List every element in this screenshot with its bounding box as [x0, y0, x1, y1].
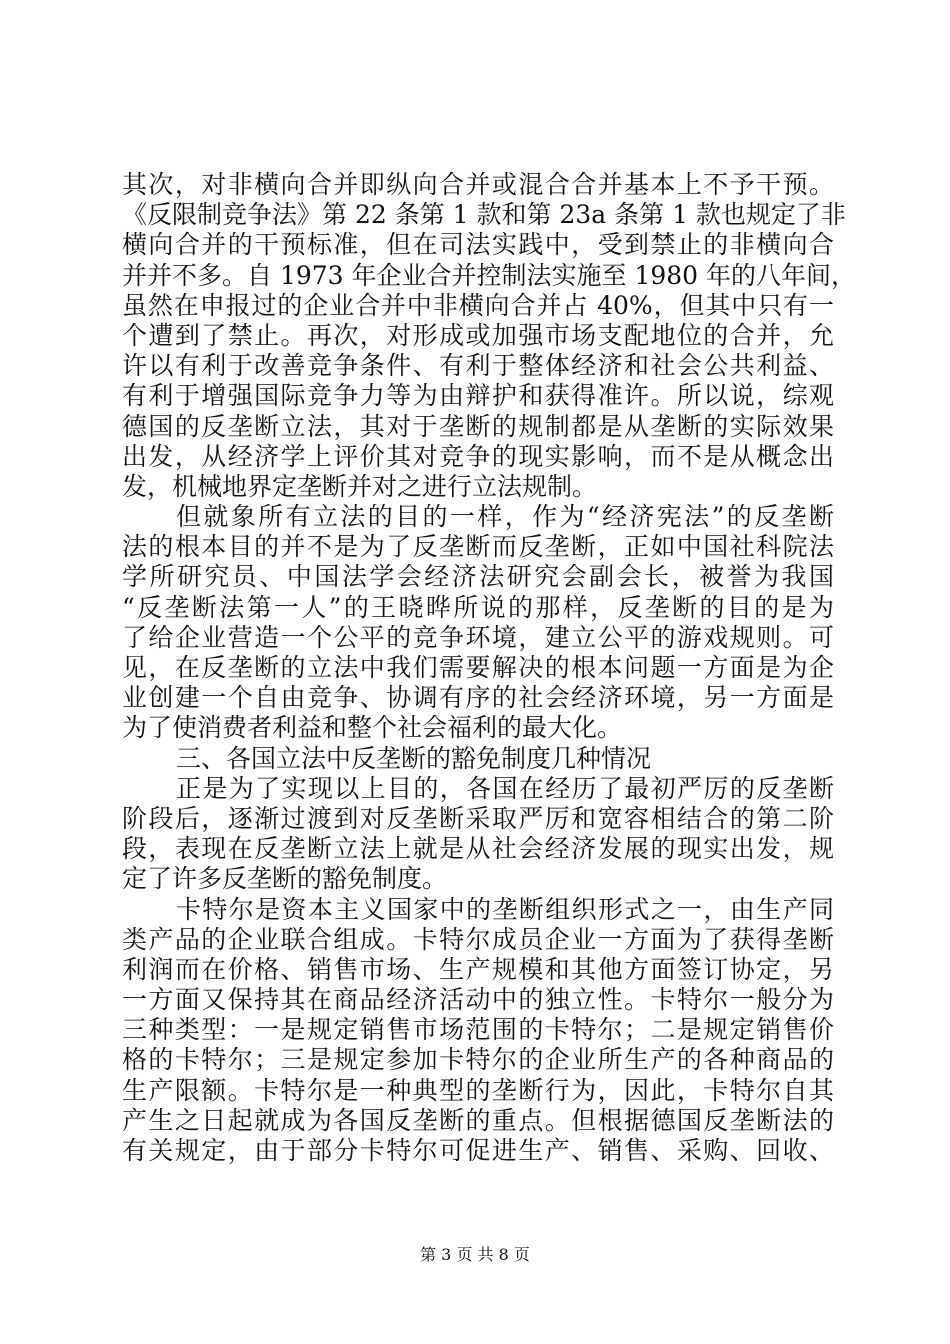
paragraph — [122, 774, 834, 895]
text-line: 许以有利于改善竞争条件、有利于整体经济和社会公共利益、 — [122, 351, 834, 381]
page-footer — [0, 1242, 950, 1265]
paragraph — [122, 502, 834, 744]
text-line: 一方面又保持其在商品经济活动中的独立性。卡特尔一般分为 — [122, 985, 834, 1015]
text-line: 三种类型：一是规定销售市场范围的卡特尔；二是规定销售价 — [122, 1015, 834, 1045]
paragraph — [122, 895, 834, 1167]
text-line: 有利于增强国际竞争力等为由辩护和获得准许。所以说，综观 — [122, 381, 834, 411]
text-line: 发，机械地界定垄断并对之进行立法规制。 — [122, 471, 598, 501]
text-line: 为了使消费者利益和整个社会福利的最大化。 — [122, 713, 623, 743]
text-line: 了给企业营造一个公平的竞争环境，建立公平的游戏规则。可 — [122, 622, 834, 652]
text-line: 见，在反垄断的立法中我们需要解决的根本问题一方面是为企 — [122, 653, 834, 682]
text-line: 类产品的企业联合组成。卡特尔成员企业一方面为了获得垄断 — [122, 924, 834, 954]
text-line: 段，表现在反垄断立法上就是从社会经济发展的现实出发，规 — [122, 834, 834, 864]
text-line: 格的卡特尔；三是规定参加卡特尔的企业所生产的各种商品的 — [122, 1045, 834, 1075]
text-line: 定了许多反垄断的豁免制度。 — [122, 864, 448, 894]
section-heading — [122, 744, 834, 774]
text-line: 卡特尔是资本主义国家中的垄断组织形式之一，由生产同 — [176, 894, 834, 924]
text-line: 产生之日起就成为各国反垄断的重点。但根据德国反垄断法的 — [122, 1105, 834, 1135]
text-line: 其次，对非横向合并即纵向合并或混合合并基本上不予干预。 — [122, 170, 834, 199]
text-line: 横向合并的干预标准，但在司法实践中，受到禁止的非横向合 — [122, 230, 834, 260]
text-line: 有关规定，由于部分卡特尔可促进生产、销售、采购、回收、 — [122, 1136, 834, 1165]
paragraph — [122, 170, 857, 502]
text-line: 业创建一个自由竞争、协调有序的社会经济环境，另一方面是 — [122, 683, 834, 713]
text-line: 生产限额。卡特尔是一种典型的垄断行为，因此，卡特尔自其 — [122, 1075, 834, 1105]
text-line: 正是为了实现以上目的，各国在经历了最初严厉的反垄断 — [176, 773, 834, 803]
text-line: 阶段后，逐渐过渡到对反垄断采取严厉和宽容相结合的第二阶 — [122, 803, 834, 833]
text-line: “反垄断法第一人”的王晓晔所说的那样，反垄断的目的是为 — [122, 592, 834, 622]
text-line: 个遭到了禁止。再次，对形成或加强市场支配地位的合并，允 — [122, 320, 834, 350]
text-line: 《反限制竞争法》第 22 条第 1 款和第 23a 条第 1 款也规定了非 — [122, 200, 846, 230]
text-line: 并并不多。自 1973 年企业合并控制法实施至 1980 年的八年间， — [122, 260, 857, 290]
text-line: 学所研究员、中国法学会经济法研究会副会长，被誉为我国 — [122, 562, 834, 592]
text-line: 法的根本目的并不是为了反垄断而反垄断，正如中国社科院法 — [122, 532, 834, 562]
page-number: 第 3 页 共 8 页 — [420, 1245, 530, 1264]
text-line: 但就象所有立法的目的一样，作为“经济宪法”的反垄断 — [176, 502, 834, 532]
text-line: 利润而在价格、销售市场、生产规模和其他方面签订协定，另 — [122, 954, 834, 984]
text-line: 德国的反垄断立法，其对于垄断的规制都是从垄断的实际效果 — [122, 411, 834, 441]
text-line: 出发，从经济学上评价其对竞争的现实影响，而不是从概念出 — [122, 441, 834, 471]
text-line: 三、各国立法中反垄断的豁免制度几种情况 — [176, 743, 652, 773]
document-body — [122, 170, 857, 1166]
text-line: 虽然在申报过的企业合并中非横向合并占 40%，但其中只有一 — [122, 290, 834, 320]
